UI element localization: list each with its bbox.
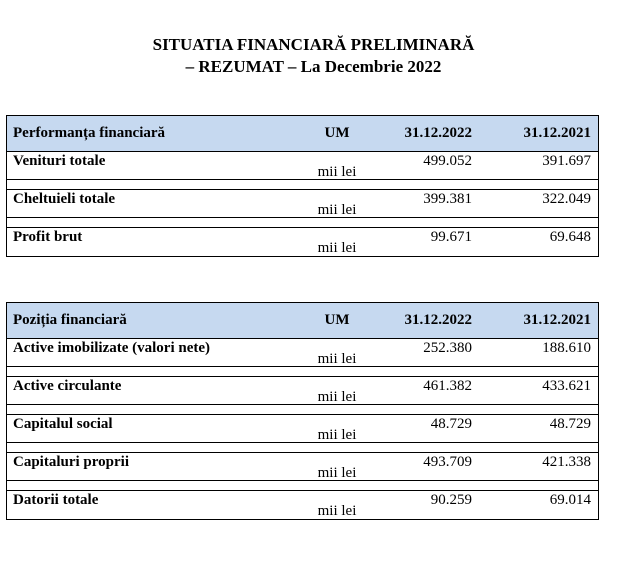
table-row: [7, 376, 598, 404]
report-title-line-1: SITUATIA FINANCIARĂ PRELIMINARĂ: [152, 35, 475, 54]
row-unit: mii lei: [317, 351, 357, 367]
row-value-2022: 99.671: [430, 229, 472, 245]
table-row: [7, 414, 598, 442]
row-label: Active imobilizate (valori nete): [13, 340, 211, 356]
row-unit: mii lei: [317, 427, 357, 443]
row-label: Datorii totale: [13, 492, 99, 508]
spacer-row: [7, 179, 598, 189]
row-unit: mii lei: [317, 202, 357, 218]
table-row: [7, 151, 598, 179]
position-header-2022: 31.12.2022: [404, 312, 472, 328]
spacer-row: [7, 442, 598, 452]
position-header-um: UM: [324, 312, 350, 328]
row-value-2022: 399.381: [423, 191, 472, 207]
row-value-2021: 421.338: [542, 454, 591, 470]
row-value-2021: 322.049: [542, 191, 591, 207]
spacer-row: [7, 404, 598, 414]
row-value-2022: 461.382: [423, 378, 472, 394]
position-header-2021: 31.12.2021: [523, 312, 591, 328]
row-value-2022: 252.380: [423, 340, 472, 356]
row-label: Venituri totale: [13, 153, 106, 169]
row-value-2021: 48.729: [549, 416, 591, 432]
performance-header-row: [7, 116, 598, 151]
row-label: Capitalul social: [13, 416, 113, 432]
table-row: [7, 490, 598, 519]
row-value-2021: 391.697: [542, 153, 591, 169]
report-title-line-2: – REZUMAT – La Decembrie 2022: [185, 57, 442, 76]
table-row: [7, 227, 598, 256]
row-label: Cheltuieli totale: [13, 191, 116, 207]
spacer-row: [7, 480, 598, 490]
row-value-2021: 188.610: [542, 340, 591, 356]
row-label: Capitaluri proprii: [13, 454, 129, 470]
row-value-2022: 493.709: [423, 454, 472, 470]
table-row: [7, 338, 598, 366]
row-label: Active circulante: [13, 378, 122, 394]
performance-header-2021: 31.12.2021: [523, 125, 591, 141]
row-unit: mii lei: [317, 240, 357, 256]
spacer-row: [7, 366, 598, 376]
performance-header-label: Performanța financiară: [13, 125, 166, 141]
row-unit: mii lei: [317, 164, 357, 180]
row-value-2021: 433.621: [542, 378, 591, 394]
row-value-2021: 69.014: [549, 492, 591, 508]
row-label: Profit brut: [13, 229, 83, 245]
table-row: [7, 189, 598, 217]
row-value-2021: 69.648: [549, 229, 591, 245]
spacer-row: [7, 217, 598, 227]
row-value-2022: 48.729: [430, 416, 472, 432]
position-table: [6, 302, 599, 520]
performance-header-um: UM: [324, 125, 350, 141]
position-header-row: [7, 303, 598, 338]
position-header-label: Poziția financiară: [13, 312, 127, 328]
row-unit: mii lei: [317, 503, 357, 519]
row-unit: mii lei: [317, 389, 357, 405]
performance-table: [6, 115, 599, 257]
row-value-2022: 90.259: [430, 492, 472, 508]
row-value-2022: 499.052: [423, 153, 472, 169]
row-unit: mii lei: [317, 465, 357, 481]
table-row: [7, 452, 598, 480]
performance-header-2022: 31.12.2022: [404, 125, 472, 141]
